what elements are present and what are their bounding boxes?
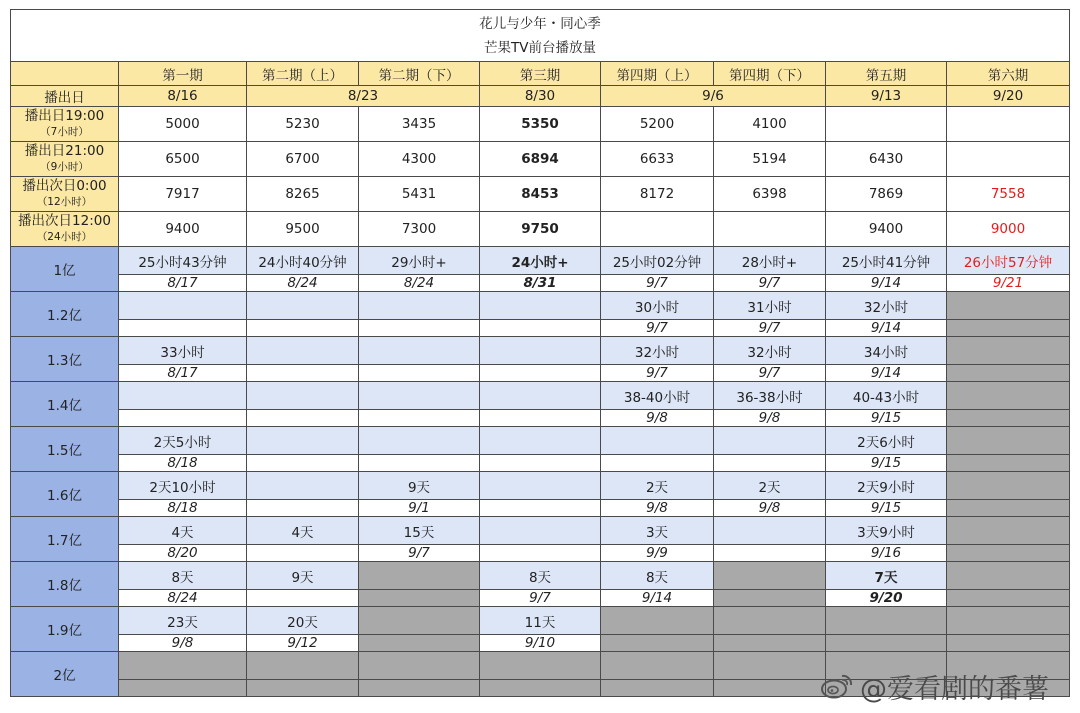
view-count-cell: 5200 <box>601 107 714 142</box>
view-count-cell <box>601 212 714 247</box>
gray-cell <box>947 562 1070 590</box>
time-row-main: 播出次日12:00 <box>18 213 111 229</box>
milestone-label: 2亿 <box>11 652 119 697</box>
gray-cell <box>601 607 714 635</box>
milestone-row <box>11 427 1070 455</box>
time-row-label <box>11 107 119 142</box>
air-date: 8/16 <box>119 86 247 107</box>
milestone-time-cell <box>247 427 359 455</box>
milestone-date-cell: 9/14 <box>826 320 947 337</box>
time-row-sub: （7小时） <box>40 126 89 138</box>
view-count-cell <box>714 212 826 247</box>
milestone-date-cell <box>480 365 601 382</box>
view-count-cell: 3435 <box>359 107 480 142</box>
view-count-cell: 5000 <box>119 107 247 142</box>
gray-cell <box>947 337 1070 365</box>
milestone-time-cell <box>247 382 359 410</box>
milestone-date-cell: 8/17 <box>119 275 247 292</box>
milestone-time-cell: 31小时 <box>714 292 826 320</box>
milestone-date-cell: 9/8 <box>714 410 826 427</box>
gray-cell <box>947 590 1070 607</box>
gray-cell <box>359 607 480 635</box>
milestone-date-cell: 9/7 <box>601 275 714 292</box>
milestone-date-cell <box>359 410 480 427</box>
milestone-time-cell <box>480 472 601 500</box>
episode-header: 第四期（下） <box>714 62 826 86</box>
milestone-time-cell: 25小时41分钟 <box>826 247 947 275</box>
milestone-date-cell: 9/20 <box>826 590 947 607</box>
milestone-date-cell: 8/31 <box>480 275 601 292</box>
viewership-table <box>10 9 1070 697</box>
milestone-date-cell: 8/18 <box>119 500 247 517</box>
milestone-date-row <box>11 500 1070 517</box>
milestone-date-cell <box>247 590 359 607</box>
milestone-time-cell <box>119 292 247 320</box>
milestone-date-cell <box>480 500 601 517</box>
milestone-date-cell: 9/7 <box>359 545 480 562</box>
corner-cell <box>11 62 119 86</box>
milestone-time-cell <box>359 382 480 410</box>
milestone-date-cell: 9/7 <box>480 590 601 607</box>
gray-cell <box>601 652 714 680</box>
milestone-date-cell <box>247 455 359 472</box>
milestone-date-cell: 9/10 <box>480 635 601 652</box>
milestone-time-cell: 15天 <box>359 517 480 545</box>
milestone-time-cell <box>480 517 601 545</box>
milestone-row <box>11 607 1070 635</box>
milestone-time-cell: 8天 <box>119 562 247 590</box>
time-row-main: 播出日19:00 <box>24 108 105 124</box>
milestone-date-cell <box>359 320 480 337</box>
milestone-time-cell <box>714 517 826 545</box>
milestone-date-cell: 8/24 <box>247 275 359 292</box>
time-row-sub: （12小时） <box>36 196 93 208</box>
time-row <box>11 212 1070 247</box>
milestone-date-row <box>11 275 1070 292</box>
milestone-date-cell <box>714 545 826 562</box>
milestone-date-cell: 9/8 <box>119 635 247 652</box>
milestone-label: 1.4亿 <box>11 382 119 427</box>
milestone-row <box>11 247 1070 275</box>
milestone-label: 1.8亿 <box>11 562 119 607</box>
milestone-label: 1.9亿 <box>11 607 119 652</box>
milestone-time-cell <box>359 292 480 320</box>
view-count-cell: 9000 <box>947 212 1070 247</box>
milestone-date-cell: 9/8 <box>601 500 714 517</box>
milestone-date-row <box>11 365 1070 382</box>
milestone-time-cell: 8天 <box>480 562 601 590</box>
view-count-cell <box>947 142 1070 177</box>
milestone-time-cell: 29小时+ <box>359 247 480 275</box>
milestone-date-cell <box>480 545 601 562</box>
time-row-main: 播出日21:00 <box>24 143 105 159</box>
time-row <box>11 142 1070 177</box>
gray-cell <box>714 652 826 680</box>
time-row-sub: （9小时） <box>40 161 89 173</box>
gray-cell <box>826 635 947 652</box>
view-count-cell <box>947 107 1070 142</box>
milestone-date-cell <box>480 320 601 337</box>
milestone-date-row <box>11 635 1070 652</box>
milestone-time-cell: 4天 <box>247 517 359 545</box>
milestone-date-cell <box>714 455 826 472</box>
milestone-time-cell: 24小时+ <box>480 247 601 275</box>
milestone-time-cell <box>247 292 359 320</box>
milestone-time-cell: 40-43小时 <box>826 382 947 410</box>
milestone-time-cell <box>247 472 359 500</box>
weibo-icon <box>820 672 854 700</box>
episode-header: 第一期 <box>119 62 247 86</box>
milestone-date-cell: 9/15 <box>826 410 947 427</box>
gray-cell <box>480 652 601 680</box>
milestone-time-cell: 26小时57分钟 <box>947 247 1070 275</box>
gray-cell <box>247 652 359 680</box>
milestone-date-cell <box>247 365 359 382</box>
view-count-cell: 6500 <box>119 142 247 177</box>
milestone-label: 1.3亿 <box>11 337 119 382</box>
milestone-time-cell: 23天 <box>119 607 247 635</box>
gray-cell <box>601 680 714 697</box>
episode-header: 第二期（下） <box>359 62 480 86</box>
milestone-time-cell: 30小时 <box>601 292 714 320</box>
view-count-cell: 6430 <box>826 142 947 177</box>
gray-cell <box>947 455 1070 472</box>
milestone-date-cell: 9/21 <box>947 275 1070 292</box>
milestone-date-cell <box>480 455 601 472</box>
milestone-time-cell: 8天 <box>601 562 714 590</box>
milestone-time-cell <box>480 382 601 410</box>
air-date: 9/20 <box>947 86 1070 107</box>
milestone-date-cell <box>119 410 247 427</box>
milestone-time-cell <box>480 337 601 365</box>
time-row-label <box>11 212 119 247</box>
time-row-main: 播出次日0:00 <box>22 178 107 194</box>
gray-cell <box>947 607 1070 635</box>
milestone-time-cell: 2天6小时 <box>826 427 947 455</box>
milestone-time-cell: 36-38小时 <box>714 382 826 410</box>
gray-cell <box>947 500 1070 517</box>
milestone-date-cell: 9/15 <box>826 500 947 517</box>
gray-cell <box>359 562 480 590</box>
view-count-cell: 9500 <box>247 212 359 247</box>
milestone-time-cell: 20天 <box>247 607 359 635</box>
gray-cell <box>947 292 1070 320</box>
view-count-cell: 8172 <box>601 177 714 212</box>
milestone-time-cell <box>359 427 480 455</box>
milestone-date-row <box>11 545 1070 562</box>
milestone-date-cell: 9/7 <box>601 365 714 382</box>
air-date: 8/23 <box>247 86 480 107</box>
air-date: 8/30 <box>480 86 601 107</box>
gray-cell <box>480 680 601 697</box>
milestone-date-cell: 9/14 <box>826 275 947 292</box>
milestone-time-cell: 25小时02分钟 <box>601 247 714 275</box>
milestone-time-cell: 2天 <box>601 472 714 500</box>
gray-cell <box>826 607 947 635</box>
milestone-date-cell <box>247 545 359 562</box>
view-count-cell: 7558 <box>947 177 1070 212</box>
time-row <box>11 177 1070 212</box>
gray-cell <box>714 680 826 697</box>
view-count-cell: 5194 <box>714 142 826 177</box>
view-count-cell: 4300 <box>359 142 480 177</box>
view-count-cell: 5431 <box>359 177 480 212</box>
milestone-row <box>11 562 1070 590</box>
milestone-date-cell: 9/9 <box>601 545 714 562</box>
milestone-date-cell <box>247 410 359 427</box>
milestone-date-cell: 9/15 <box>826 455 947 472</box>
gray-cell <box>359 635 480 652</box>
milestone-time-cell: 9天 <box>359 472 480 500</box>
milestone-time-cell: 24小时40分钟 <box>247 247 359 275</box>
milestone-row <box>11 517 1070 545</box>
view-count-cell: 5230 <box>247 107 359 142</box>
milestone-date-row <box>11 410 1070 427</box>
episode-header: 第五期 <box>826 62 947 86</box>
view-count-cell: 6633 <box>601 142 714 177</box>
gray-cell <box>359 652 480 680</box>
milestone-time-cell <box>601 427 714 455</box>
milestone-time-cell: 2天9小时 <box>826 472 947 500</box>
milestone-time-cell: 32小时 <box>714 337 826 365</box>
view-count-cell: 7300 <box>359 212 480 247</box>
milestone-row <box>11 292 1070 320</box>
milestone-date-row <box>11 590 1070 607</box>
milestone-date-cell: 9/1 <box>359 500 480 517</box>
gray-cell <box>714 635 826 652</box>
gray-cell <box>601 635 714 652</box>
milestone-time-cell <box>359 337 480 365</box>
time-row-label <box>11 142 119 177</box>
title-text: 花儿与少年・同心季 <box>479 15 601 32</box>
milestone-time-cell: 2天5小时 <box>119 427 247 455</box>
gray-cell <box>714 562 826 590</box>
milestone-row <box>11 337 1070 365</box>
milestone-time-cell <box>119 382 247 410</box>
milestone-date-cell <box>247 500 359 517</box>
milestone-date-cell <box>359 455 480 472</box>
watermark <box>820 668 1070 704</box>
milestone-time-cell: 25小时43分钟 <box>119 247 247 275</box>
episode-header: 第六期 <box>947 62 1070 86</box>
view-count-cell: 4100 <box>714 107 826 142</box>
milestone-label: 1亿 <box>11 247 119 292</box>
gray-cell <box>947 410 1070 427</box>
watermark-text: @爱看剧的番薯 <box>860 673 1049 705</box>
time-row-label <box>11 177 119 212</box>
view-count-cell: 8453 <box>480 177 601 212</box>
milestone-date-cell <box>601 455 714 472</box>
milestone-date-row <box>11 320 1070 337</box>
milestone-time-cell: 2天10小时 <box>119 472 247 500</box>
gray-cell <box>359 590 480 607</box>
milestone-label: 1.6亿 <box>11 472 119 517</box>
milestone-date-cell: 8/20 <box>119 545 247 562</box>
milestone-date-cell <box>359 365 480 382</box>
milestone-time-cell: 32小时 <box>826 292 947 320</box>
milestone-label: 1.2亿 <box>11 292 119 337</box>
milestone-time-cell: 4天 <box>119 517 247 545</box>
milestone-row <box>11 472 1070 500</box>
milestone-date-cell: 9/7 <box>601 320 714 337</box>
milestone-row <box>11 382 1070 410</box>
milestone-label: 1.5亿 <box>11 427 119 472</box>
table-title <box>11 10 1070 62</box>
view-count-cell: 8265 <box>247 177 359 212</box>
view-count-cell: 7917 <box>119 177 247 212</box>
milestone-date-cell: 9/8 <box>714 500 826 517</box>
milestone-date-cell: 9/14 <box>601 590 714 607</box>
milestone-date-cell: 8/18 <box>119 455 247 472</box>
air-date-label: 播出日 <box>11 86 119 107</box>
episode-header: 第三期 <box>480 62 601 86</box>
view-count-cell: 9750 <box>480 212 601 247</box>
milestone-time-cell <box>247 337 359 365</box>
view-count-cell: 9400 <box>119 212 247 247</box>
gray-cell <box>947 545 1070 562</box>
milestone-date-cell: 9/12 <box>247 635 359 652</box>
gray-cell <box>947 382 1070 410</box>
milestone-date-cell: 9/14 <box>826 365 947 382</box>
time-row <box>11 107 1070 142</box>
milestone-time-cell: 33小时 <box>119 337 247 365</box>
milestone-date-cell: 8/24 <box>119 590 247 607</box>
gray-cell <box>947 427 1070 455</box>
milestone-date-cell: 9/7 <box>714 320 826 337</box>
gray-cell <box>947 320 1070 337</box>
view-count-cell: 6398 <box>714 177 826 212</box>
view-count-cell: 5350 <box>480 107 601 142</box>
view-count-cell <box>826 107 947 142</box>
milestone-date-cell: 9/7 <box>714 275 826 292</box>
episode-header: 第二期（上） <box>247 62 359 86</box>
milestone-date-cell: 8/17 <box>119 365 247 382</box>
gray-cell <box>247 680 359 697</box>
milestone-date-cell: 9/8 <box>601 410 714 427</box>
gray-cell <box>947 517 1070 545</box>
milestone-time-cell: 34小时 <box>826 337 947 365</box>
view-count-cell: 6700 <box>247 142 359 177</box>
milestone-date-cell: 8/24 <box>359 275 480 292</box>
gray-cell <box>359 680 480 697</box>
milestone-time-cell: 11天 <box>480 607 601 635</box>
air-date-row <box>11 86 1070 107</box>
air-date: 9/6 <box>601 86 826 107</box>
episode-header-row <box>11 62 1070 86</box>
milestone-date-cell: 9/7 <box>714 365 826 382</box>
milestone-time-cell: 9天 <box>247 562 359 590</box>
milestone-time-cell: 3天 <box>601 517 714 545</box>
milestone-time-cell <box>480 427 601 455</box>
milestone-date-cell <box>480 410 601 427</box>
time-row-sub: （24小时） <box>36 231 93 243</box>
gray-cell <box>714 590 826 607</box>
air-date: 9/13 <box>826 86 947 107</box>
milestone-time-cell: 32小时 <box>601 337 714 365</box>
view-count-cell: 7869 <box>826 177 947 212</box>
milestone-date-cell: 9/16 <box>826 545 947 562</box>
subtitle-text: 芒果TV前台播放量 <box>484 39 596 56</box>
gray-cell <box>119 680 247 697</box>
gray-cell <box>119 652 247 680</box>
milestone-time-cell <box>714 427 826 455</box>
view-count-cell: 9400 <box>826 212 947 247</box>
milestone-time-cell: 38-40小时 <box>601 382 714 410</box>
gray-cell <box>714 607 826 635</box>
milestone-time-cell: 28小时+ <box>714 247 826 275</box>
milestone-time-cell <box>480 292 601 320</box>
gray-cell <box>947 472 1070 500</box>
gray-cell <box>947 635 1070 652</box>
milestone-date-row <box>11 455 1070 472</box>
milestone-date-cell <box>119 320 247 337</box>
milestone-time-cell: 7天 <box>826 562 947 590</box>
view-count-cell: 6894 <box>480 142 601 177</box>
milestone-date-cell <box>247 320 359 337</box>
milestone-time-cell: 3天9小时 <box>826 517 947 545</box>
episode-header: 第四期（上） <box>601 62 714 86</box>
gray-cell <box>947 365 1070 382</box>
milestone-time-cell: 2天 <box>714 472 826 500</box>
milestone-label: 1.7亿 <box>11 517 119 562</box>
